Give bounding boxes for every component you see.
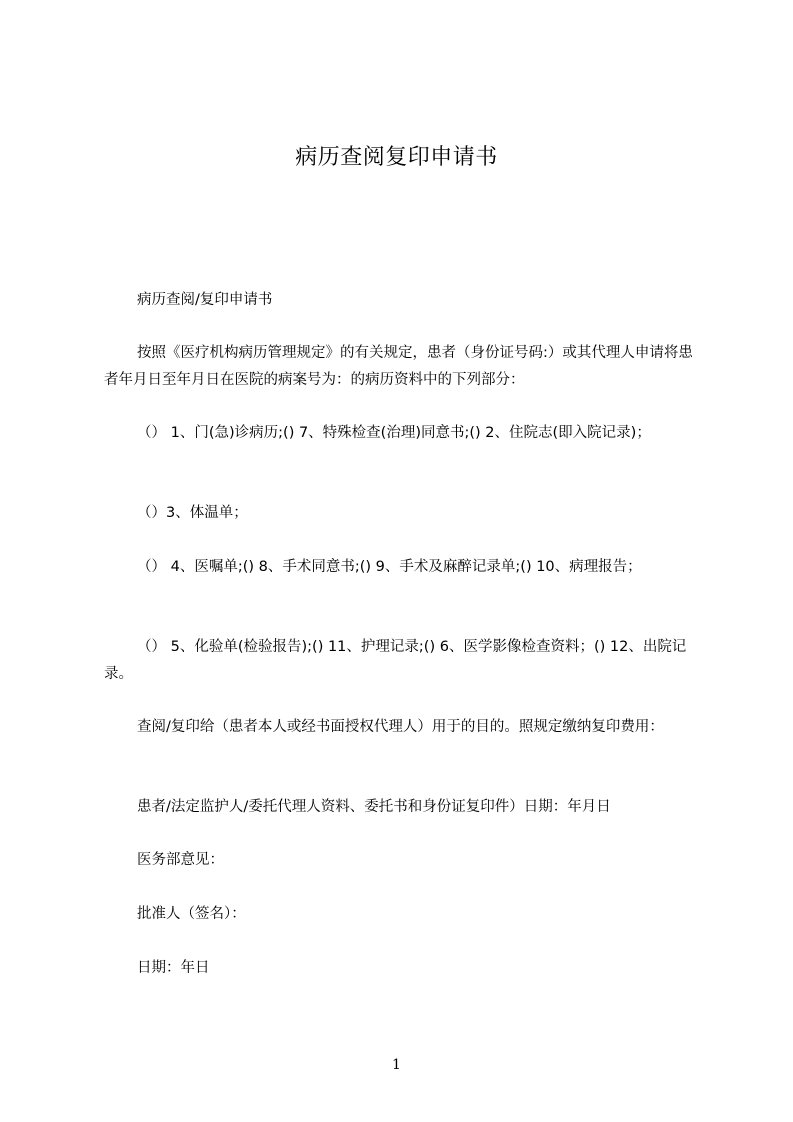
items-line-3: （） 4、医嘱单;() 8、手术同意书;() 9、手术及麻醉记录单;() 10、病理报告；	[137, 559, 642, 575]
medical-dept-opinion-label: 医务部意见：	[137, 852, 224, 868]
approval-date-label: 日期：年日	[137, 960, 210, 976]
items-line-2: （）3、体温单；	[137, 505, 248, 521]
purpose-paragraph: 查阅/复印给（患者本人或经书面授权代理人）用于的目的。照规定缴纳复印费用：	[137, 719, 664, 735]
page-title: 病历查阅复印申请书	[295, 145, 498, 170]
items-line-1: （） 1、门(急)诊病历;() 7、特殊检查(治理)同意书;() 2、住院志(即入院记录)；	[137, 425, 651, 441]
page-number: 1	[392, 1057, 401, 1073]
request-statement-paragraph: 按照《医疗机构病历管理规定》的有关规定，患者（身份证号码:）或其代理人申请将患者年月日至年月日在医院的病案号为：的病历资料中的下列部分：	[104, 345, 693, 388]
approver-signature-label: 批准人（签名）：	[137, 906, 246, 922]
items-line-4: （） 5、化验单(检验报告);() 11、护理记录;() 6、医学影像检查资料；() 12、出院记录。	[104, 639, 687, 682]
subtitle-paragraph: 病历查阅/复印申请书	[137, 292, 273, 308]
applicant-signature-line: 患者/法定监护人/委托代理人资料、委托书和身份证复印件）日期：年月日	[137, 799, 611, 815]
